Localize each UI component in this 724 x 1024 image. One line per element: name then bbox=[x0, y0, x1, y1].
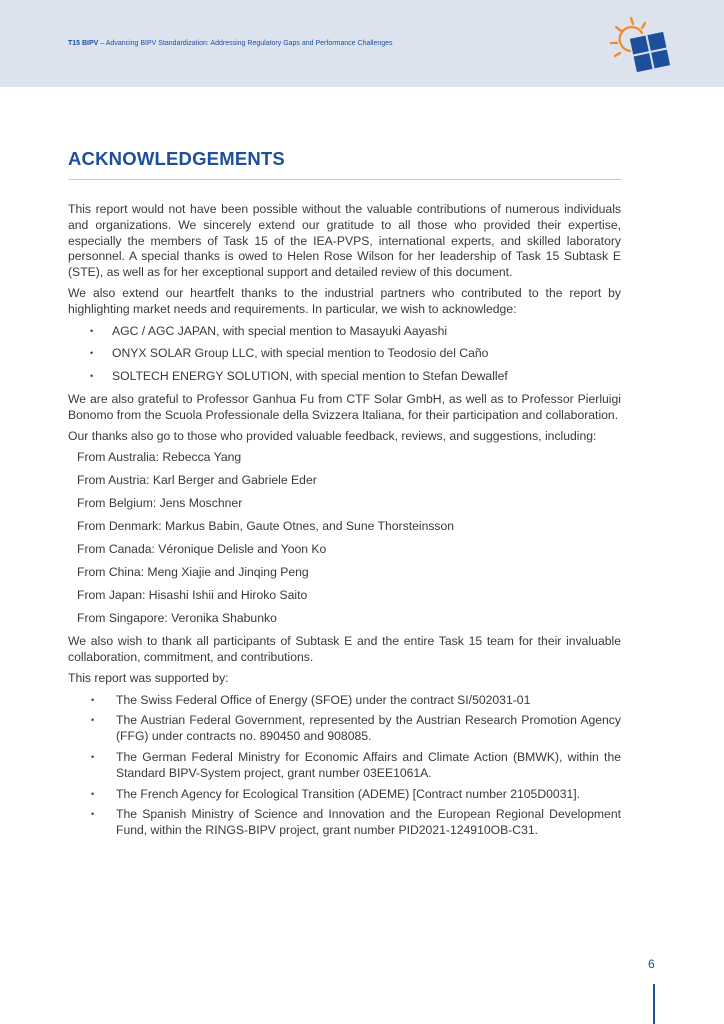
bullet-marker: • bbox=[91, 809, 95, 820]
feedback-paragraph: Our thanks also go to those who provided valuable feedback, reviews, and suggestions, including: bbox=[68, 429, 597, 444]
supporter-item: • The French Agency for Ecological Transition (ADEME) [Contract number 2105D0031]. bbox=[91, 786, 581, 801]
supporters-list bbox=[68, 693, 621, 839]
reviewer-item: From Singapore: Veronika Shabunko bbox=[77, 611, 277, 626]
bullet-marker: • bbox=[90, 371, 94, 382]
intro-paragraph: This report would not have been possible without the valuable contributions of numerous individuals and organizations. We sincerely extend our gratitude to all those who provided their expertise, especially the members of Task 15 of the IEA-PVPS, international experts, and skilled laboratory personnel. A special thanks is owed to Helen Rose Wilson for her leadership of Task 15 Subtask E (STE), as well as for her exceptional support and detailed review of this document. bbox=[68, 202, 621, 280]
running-header bbox=[68, 40, 393, 47]
supporter-item: • The Spanish Ministry of Science and Innovation and the European Regional Development Fund, within the RINGS-BIPV project, grant number PID2021-124910OB-C31. bbox=[91, 807, 621, 838]
supporter-item: • The German Federal Ministry for Economic Affairs and Climate Action (BMWK), within the Standard BIPV-System project, grant number 03EE1061A. bbox=[91, 750, 621, 780]
reviewer-item: From Belgium: Jens Moschner bbox=[77, 496, 243, 511]
supporter-item: • The Swiss Federal Office of Energy (SFOE) under the contract SI/502031-01 bbox=[91, 692, 531, 707]
sun-solar-panel-logo-icon bbox=[608, 14, 670, 76]
bullet-marker: • bbox=[91, 694, 95, 705]
page-title: ACKNOWLEDGEMENTS bbox=[68, 148, 285, 169]
bullet-marker: • bbox=[90, 325, 94, 336]
header-subtitle: – Advancing BIPV Standardization: Addressing Regulatory Gaps and Performance Challenges bbox=[98, 40, 393, 47]
professors-paragraph: We are also grateful to Professor Ganhua Fu from CTF Solar GmbH, as well as to Professor Pierluigi Bonomo from the Scuola Professionale della Svizzera Italiana, for their participation and collaboration. bbox=[68, 391, 621, 422]
industrial-paragraph: We also extend our heartfelt thanks to the industrial partners who contributed to the report by highlighting market needs and requirements. In particular, we wish to acknowledge: bbox=[68, 286, 621, 317]
header-project: T15 BIPV bbox=[68, 40, 99, 47]
reviewer-item: From Japan: Hisashi Ishii and Hiroko Saito bbox=[77, 588, 308, 603]
partner-item: • AGC / AGC JAPAN, with special mention to Masayuki Aayashi bbox=[90, 323, 448, 338]
bullet-marker: • bbox=[91, 715, 95, 726]
partners-list bbox=[68, 324, 621, 385]
page-number: 6 bbox=[648, 957, 655, 971]
reviewer-item: From Denmark: Markus Babin, Gaute Otnes, and Sune Thorsteinsson bbox=[77, 519, 455, 534]
bullet-marker: • bbox=[90, 348, 94, 359]
partner-item: • SOLTECH ENERGY SOLUTION, with special mention to Stefan Dewallef bbox=[90, 369, 508, 384]
bullet-marker: • bbox=[91, 788, 95, 799]
reviewer-item: From China: Meng Xiajie and Jinqing Peng bbox=[77, 565, 309, 580]
reviewers-list bbox=[68, 450, 621, 627]
supporter-item: • The Austrian Federal Government, represented by the Austrian Research Promotion Agency (FFG) under contracts no. 890450 and 908085. bbox=[91, 713, 621, 744]
reviewer-item: From Canada: Véronique Delisle and Yoon Ko bbox=[77, 542, 327, 557]
bullet-marker: • bbox=[91, 752, 95, 763]
reviewer-item: From Australia: Rebecca Yang bbox=[77, 450, 242, 465]
supported-paragraph: This report was supported by: bbox=[68, 671, 229, 686]
page-number-bar bbox=[653, 984, 655, 1024]
subtask-paragraph: We also wish to thank all participants of Subtask E and the entire Task 15 team for their invaluable collaboration, commitment, and contributions. bbox=[68, 634, 621, 665]
title-divider bbox=[68, 179, 622, 180]
acknowledgements-body bbox=[68, 202, 621, 844]
reviewer-item: From Austria: Karl Berger and Gabriele Eder bbox=[77, 473, 317, 488]
partner-item: • ONYX SOLAR Group LLC, with special mention to Teodosio del Caño bbox=[90, 346, 489, 361]
